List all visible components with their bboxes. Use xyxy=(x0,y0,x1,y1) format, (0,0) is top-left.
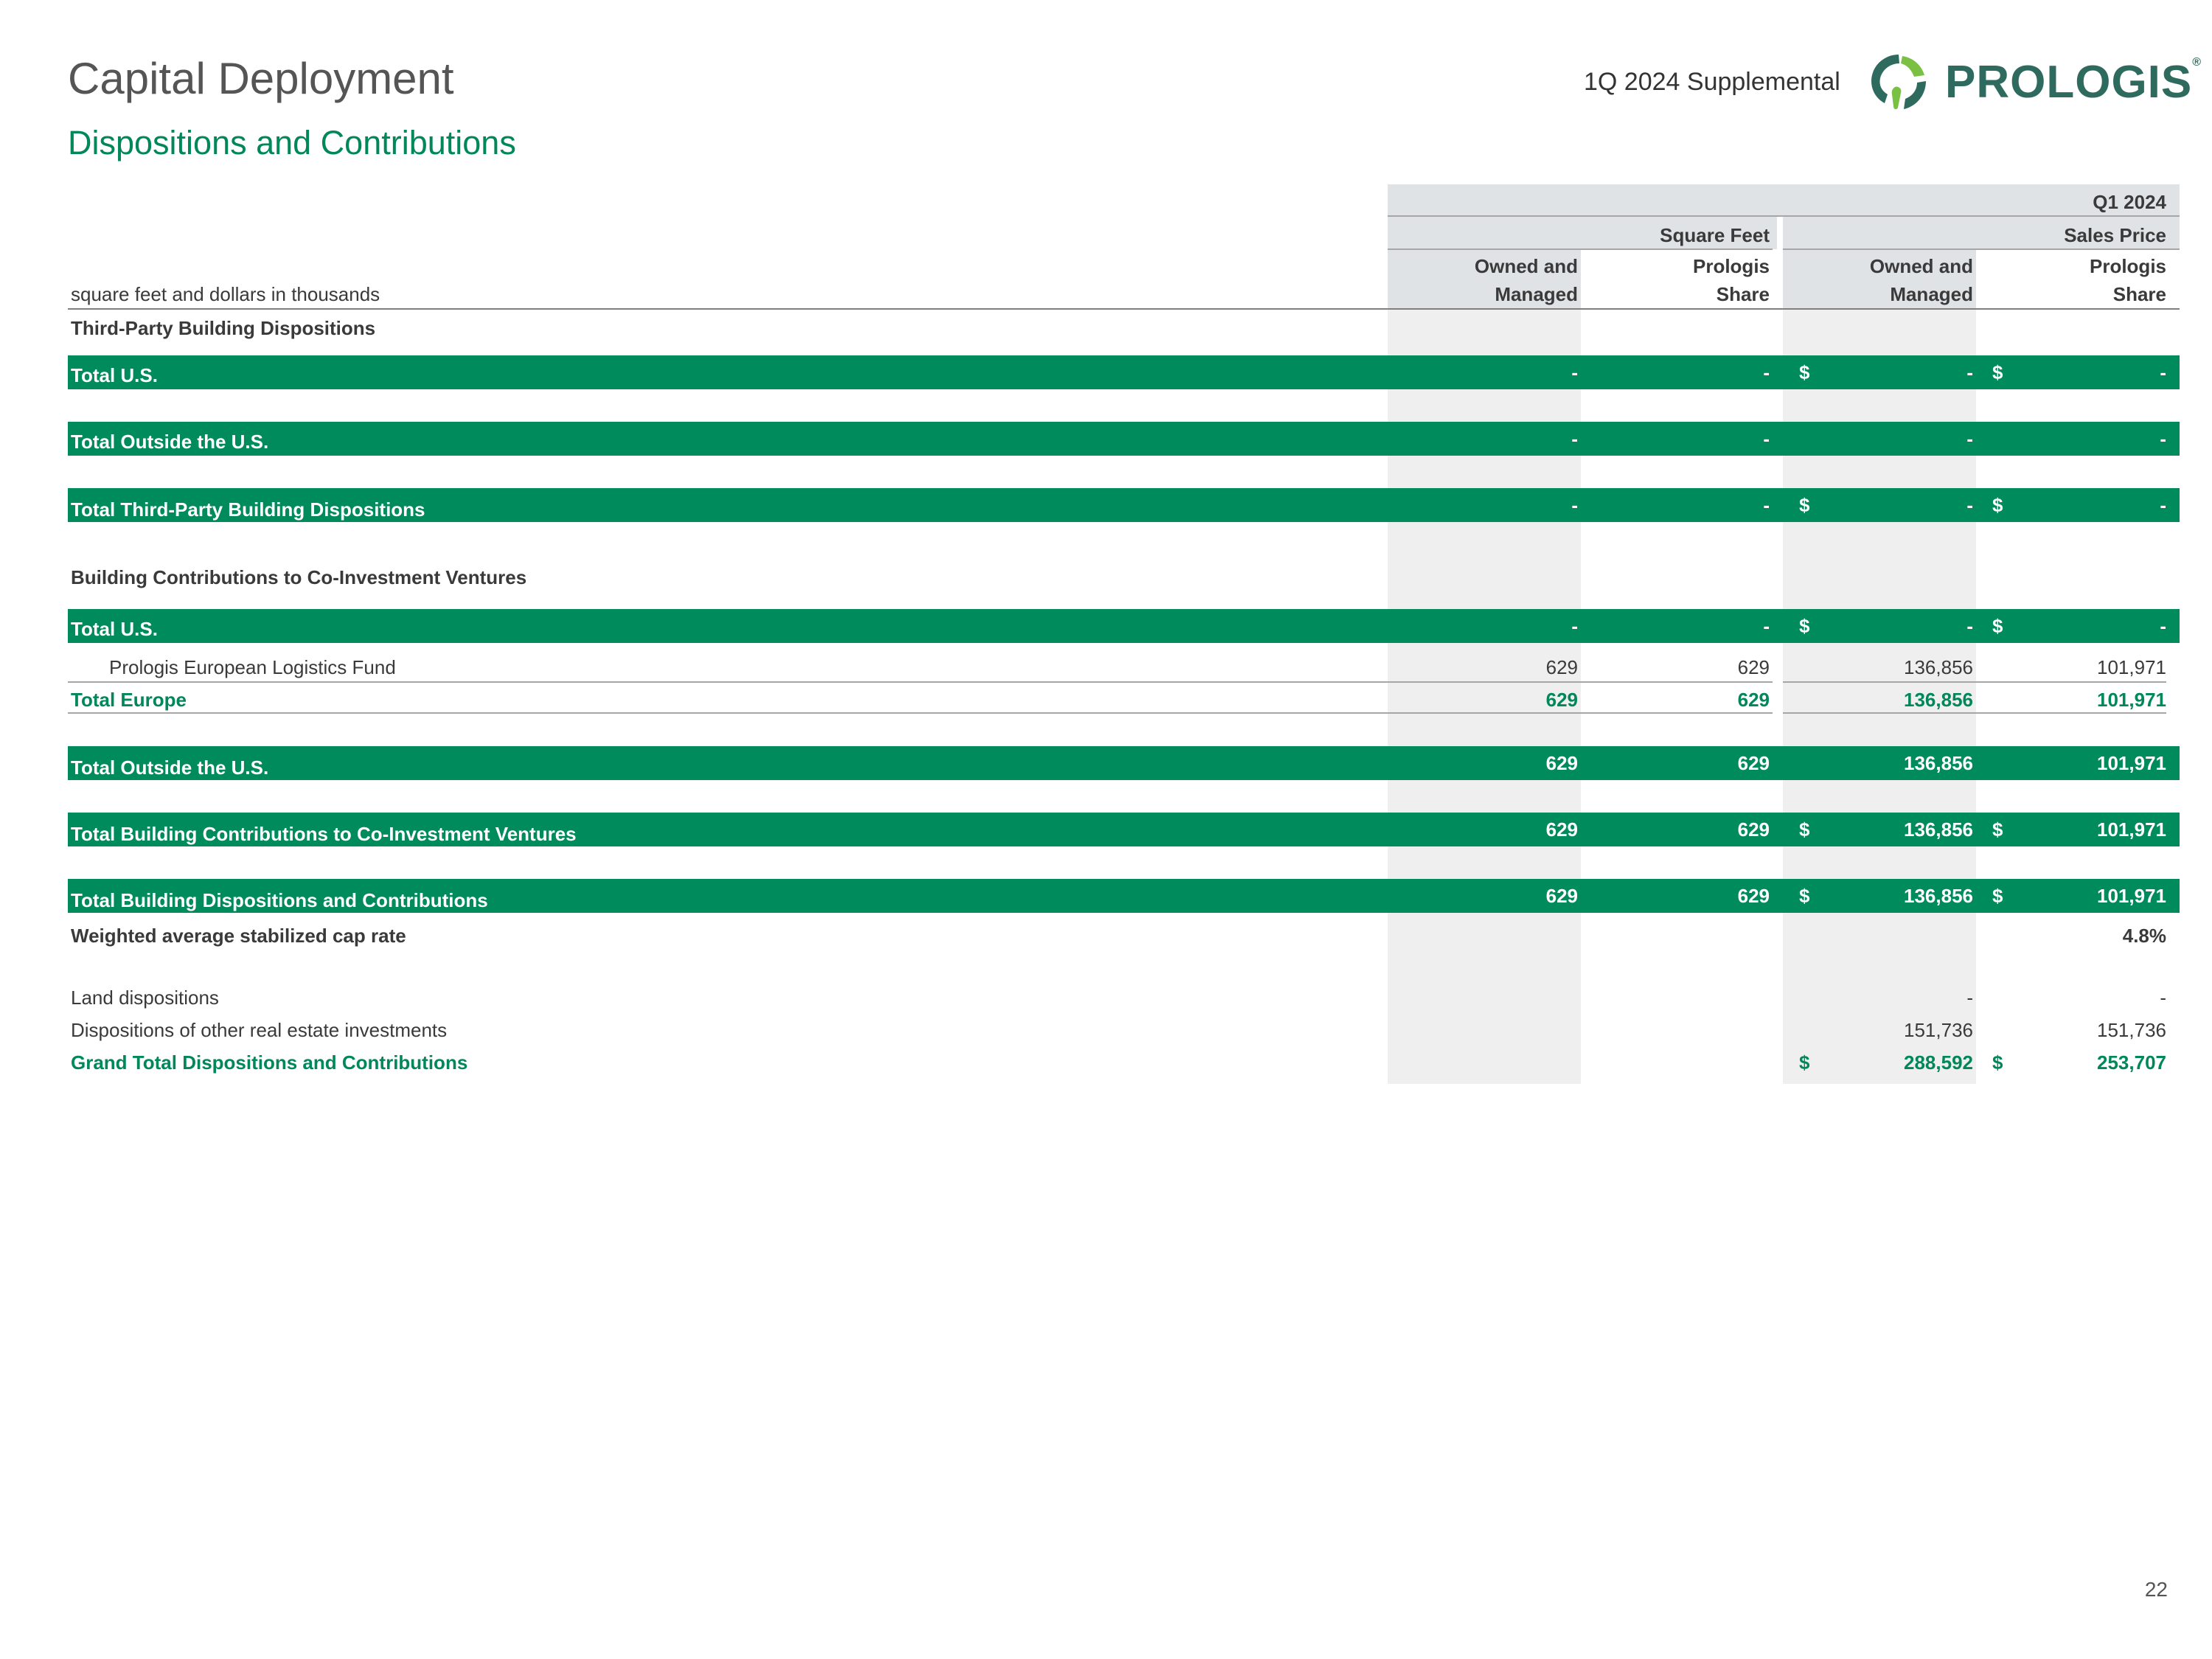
cell: - xyxy=(1966,361,1973,383)
currency-symbol: $ xyxy=(1799,1051,1810,1074)
cell: 629 xyxy=(1545,818,1578,841)
row-label: Dispositions of other real estate investments xyxy=(71,1019,448,1041)
cell: 629 xyxy=(1545,885,1578,907)
currency-symbol: $ xyxy=(1799,818,1810,841)
prologis-logo xyxy=(1865,50,2202,116)
currency-symbol: $ xyxy=(1992,361,2003,383)
cell: 101,971 xyxy=(2097,656,2166,678)
rule xyxy=(1388,248,1773,250)
cell: 136,856 xyxy=(1904,752,1973,774)
cell: - xyxy=(1966,615,1973,637)
cell: - xyxy=(2160,987,2166,1009)
cell: 629 xyxy=(1545,689,1578,711)
cell: 253,707 xyxy=(2097,1051,2166,1074)
cell: 629 xyxy=(1545,752,1578,774)
col-header-price-owned: Owned and Managed xyxy=(1869,255,1973,305)
cell: - xyxy=(1763,428,1770,450)
header-gap-groups xyxy=(1777,217,1783,310)
group-header-sqft: Square Feet xyxy=(1660,224,1770,246)
cell: - xyxy=(1571,494,1578,516)
cell: 136,856 xyxy=(1904,885,1973,907)
rule xyxy=(1783,681,2166,683)
row-label: Weighted average stabilized cap rate xyxy=(71,925,406,947)
cell: 101,971 xyxy=(2097,752,2166,774)
cell: 629 xyxy=(1737,885,1770,907)
row-label: Grand Total Dispositions and Contributions xyxy=(71,1051,468,1074)
row-label: Total Third-Party Building Dispositions xyxy=(71,498,425,521)
group-header-price: Sales Price xyxy=(2064,224,2166,246)
cell: 101,971 xyxy=(2097,689,2166,711)
cell: 629 xyxy=(1737,656,1770,678)
section-title-third-party: Third-Party Building Dispositions xyxy=(71,317,376,339)
col-header-sqft-share: Prologis Share xyxy=(1692,255,1770,305)
rule xyxy=(1783,712,2166,714)
row-label: Total U.S. xyxy=(71,618,158,640)
cell: 629 xyxy=(1737,752,1770,774)
row-label: Total Outside the U.S. xyxy=(71,757,269,779)
row-label: Total Building Dispositions and Contributions xyxy=(71,889,488,911)
cap-rate-value: 4.8% xyxy=(2122,925,2166,947)
currency-symbol: $ xyxy=(1992,1051,2003,1074)
cell: 151,736 xyxy=(1904,1019,1973,1041)
cell: 136,856 xyxy=(1904,818,1973,841)
cell: - xyxy=(1763,361,1770,383)
rule xyxy=(68,308,2180,310)
cell: - xyxy=(1966,987,1973,1009)
period-header: Q1 2024 xyxy=(2093,191,2166,213)
cell: 101,971 xyxy=(2097,885,2166,907)
currency-symbol: $ xyxy=(1799,361,1810,383)
page-subtitle: Dispositions and Contributions xyxy=(68,124,516,161)
page-number: 22 xyxy=(2144,1578,2168,1601)
logo-wordmark: PROLOGIS® xyxy=(1945,56,2202,108)
cell: 136,856 xyxy=(1904,656,1973,678)
row-label: Total Europe xyxy=(71,689,187,711)
cell: 151,736 xyxy=(2097,1019,2166,1041)
cell: - xyxy=(2160,494,2166,516)
rule xyxy=(68,712,1773,714)
cell: 629 xyxy=(1737,818,1770,841)
rule xyxy=(68,681,1773,683)
rule xyxy=(1388,215,2180,217)
cell: - xyxy=(1966,494,1973,516)
page-title: Capital Deployment xyxy=(68,54,454,103)
cell: 629 xyxy=(1737,689,1770,711)
globe-icon xyxy=(1865,50,1932,116)
report-label: 1Q 2024 Supplemental xyxy=(1584,68,1840,96)
currency-symbol: $ xyxy=(1992,818,2003,841)
cell: - xyxy=(1571,361,1578,383)
cell: 101,971 xyxy=(2097,818,2166,841)
units-note: square feet and dollars in thousands xyxy=(71,283,380,305)
currency-symbol: $ xyxy=(1992,615,2003,637)
currency-symbol: $ xyxy=(1992,494,2003,516)
col-header-sqft-owned: Owned and Managed xyxy=(1474,255,1578,305)
col-header-price-share: Prologis Share xyxy=(2089,255,2166,305)
currency-symbol: $ xyxy=(1799,494,1810,516)
cell: - xyxy=(1966,428,1973,450)
cell: - xyxy=(2160,615,2166,637)
cell: 136,856 xyxy=(1904,689,1973,711)
currency-symbol: $ xyxy=(1992,885,2003,907)
row-label: Total U.S. xyxy=(71,364,158,386)
cell: - xyxy=(2160,361,2166,383)
rule xyxy=(1783,248,2180,250)
cell: 288,592 xyxy=(1904,1051,1973,1074)
cell: - xyxy=(1571,615,1578,637)
cell: - xyxy=(1763,615,1770,637)
row-label: Total Building Contributions to Co-Investment Ventures xyxy=(71,823,577,845)
cell: 629 xyxy=(1545,656,1578,678)
cell: - xyxy=(2160,428,2166,450)
section-title-contributions: Building Contributions to Co-Investment Ventures xyxy=(71,566,527,588)
row-label: Land dispositions xyxy=(71,987,219,1009)
row-label: Total Outside the U.S. xyxy=(71,431,269,453)
currency-symbol: $ xyxy=(1799,615,1810,637)
cell: - xyxy=(1571,428,1578,450)
row-label: Prologis European Logistics Fund xyxy=(109,656,396,678)
cell: - xyxy=(1763,494,1770,516)
currency-symbol: $ xyxy=(1799,885,1810,907)
